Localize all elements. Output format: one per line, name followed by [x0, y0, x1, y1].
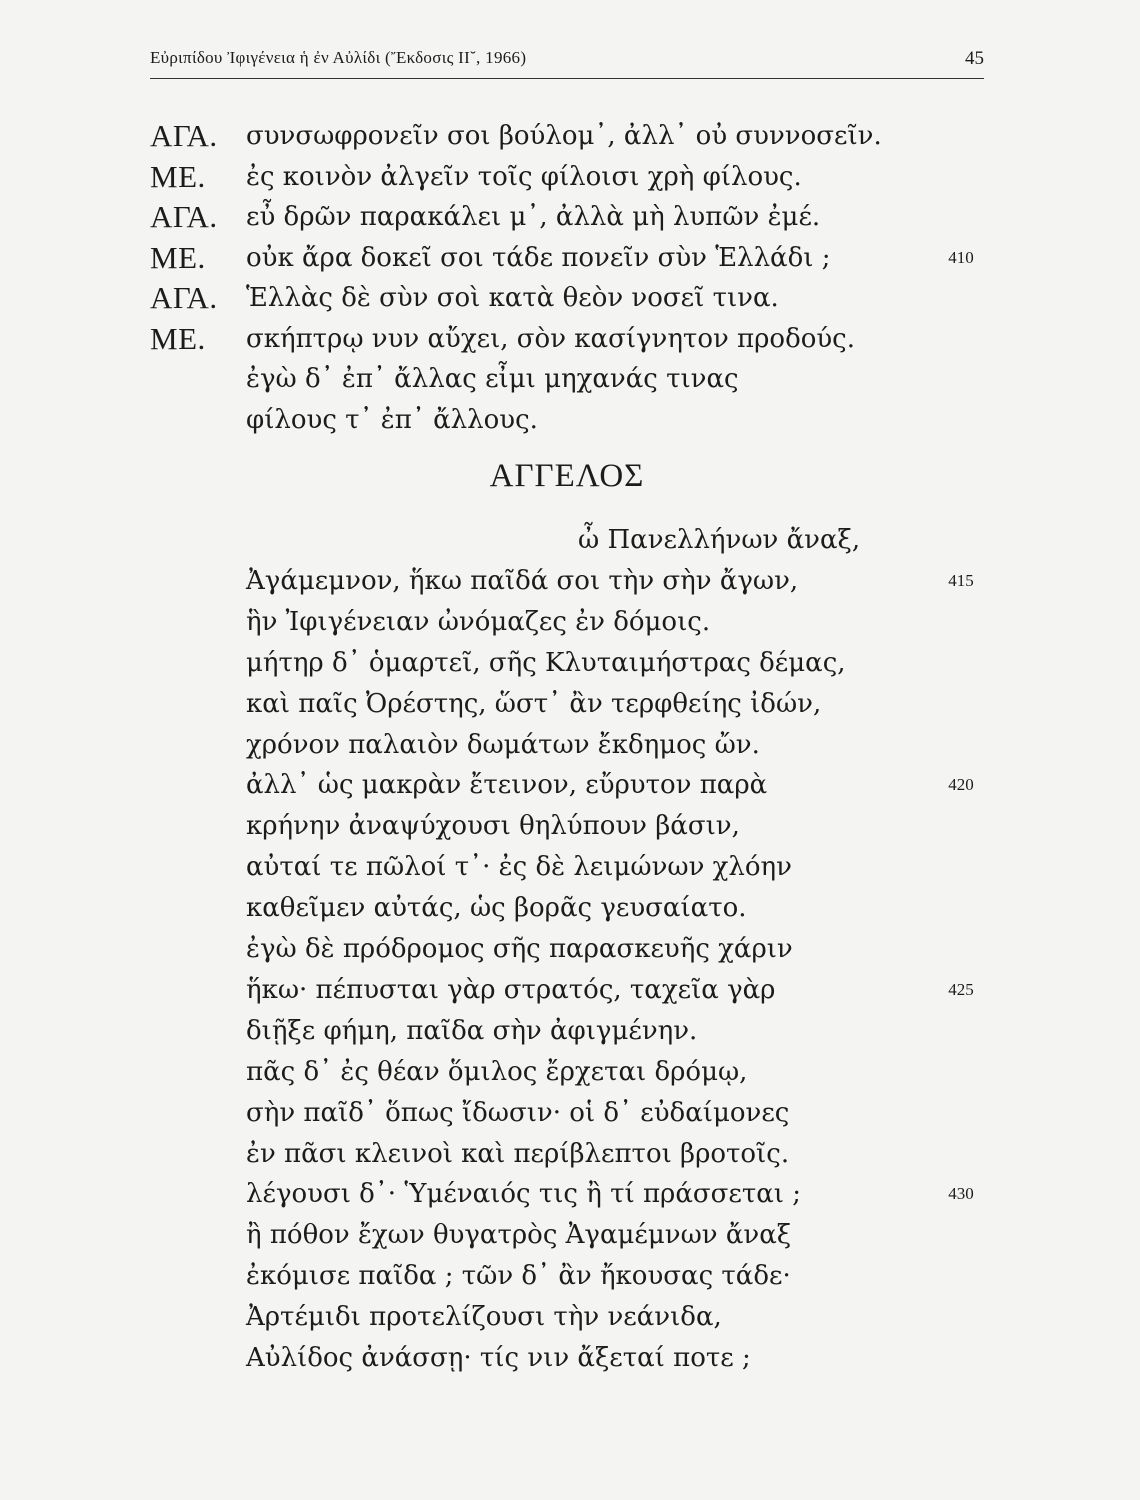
verse-line — [0, 359, 1140, 399]
verse-line — [0, 1338, 1140, 1378]
verse-text: ἐκόμισε παῖδα ; τῶν δ᾽ ἂν ἤκουσας τάδε· — [246, 1261, 791, 1292]
verse-text: σὴν παῖδ᾽ ὅπως ἴδωσιν· οἱ δ᾽ εὐδαίμονες — [246, 1097, 790, 1128]
verse-line — [0, 238, 1140, 278]
speaker-label: ΑΓΑ. — [150, 199, 218, 234]
verse-line — [0, 400, 1140, 440]
line-number: 410 — [948, 247, 974, 267]
line-number: 425 — [948, 979, 974, 999]
verse-line — [0, 929, 1140, 969]
verse-line — [0, 806, 1140, 846]
line-number: 430 — [948, 1184, 974, 1204]
verse-line — [0, 684, 1140, 724]
verse-line — [0, 561, 1140, 601]
verse-text: καὶ παῖς Ὀρέστης, ὥστ᾽ ἂν τερφθείης ἰδών, — [246, 688, 822, 719]
verse-text: οὐκ ἄρα δοκεῖ σοι τάδε πονεῖν σὺν Ἑλλάδι ; — [246, 242, 831, 273]
verse-text: αὐταί τε πῶλοί τ᾽· ἐς δὲ λειμώνων χλόην — [246, 852, 792, 883]
running-head — [150, 48, 984, 79]
verse-line — [0, 1297, 1140, 1337]
verse-line — [0, 278, 1140, 318]
verse-text: διῇξε φήμη, παῖδα σὴν ἀφιγμένην. — [246, 1015, 698, 1046]
speaker-label: ΜΕ. — [150, 158, 206, 194]
verse-line — [0, 1174, 1140, 1214]
verse-text: Ἀρτέμιδι προτελίζουσι τὴν νεάνιδα, — [246, 1302, 722, 1333]
verse-text: μήτηρ δ᾽ ὁμαρτεῖ, σῆς Κλυταιμήστρας δέμας, — [246, 647, 846, 678]
verse-text: Αὐλίδος ἀνάσσῃ· τίς νιν ἄξεταί ποτε ; — [246, 1343, 751, 1373]
verse-text: κρήνην ἀναψύχουσι θηλύπουν βάσιν, — [246, 811, 740, 842]
verse-line — [0, 197, 1140, 237]
verse-line — [0, 643, 1140, 683]
verse-line — [0, 1011, 1140, 1051]
verse-line — [0, 888, 1140, 928]
verse-text: ἣν Ἰφιγένειαν ὠνόμαζες ἐν δόμοις. — [246, 606, 711, 637]
verse-text: ὦ Πανελλήνων ἄναξ, — [578, 525, 861, 555]
verse-line — [0, 1215, 1140, 1255]
line-number: 415 — [948, 570, 974, 590]
verse-text: χρόνον παλαιὸν δωμάτων ἔκδημος ὤν. — [246, 729, 760, 760]
verse-text: ἐς κοινὸν ἀλγεῖν τοῖς φίλοισι χρὴ φίλους. — [246, 161, 802, 192]
verse-line — [0, 116, 1140, 156]
verse-line — [0, 1052, 1140, 1092]
speaker-label: ΑΓΑ. — [150, 280, 218, 315]
verse-text: ἀλλ᾽ ὡς μακρὰν ἔτεινον, εὔρυτον παρὰ — [246, 770, 768, 801]
verse-text: λέγουσι δ᾽· Ὑμέναιός τις ἢ τί πράσσεται ; — [246, 1179, 802, 1210]
verse-line — [0, 1093, 1140, 1133]
verse-text: ἥκω· πέπυσται γὰρ στρατός, ταχεῖα γὰρ — [246, 974, 776, 1005]
line-number: 420 — [948, 775, 974, 795]
verse-text: συνσωφρονεῖν σοι βούλομ᾽, ἀλλ᾽ οὐ συννοσεῖν. — [246, 121, 882, 151]
speaker-label: ΜΕ. — [150, 239, 206, 275]
verse-text: ἐγὼ δ᾽ ἐπ᾽ ἄλλας εἶμι μηχανάς τινας — [246, 364, 739, 394]
verse-line — [0, 765, 1140, 805]
verse-line — [0, 725, 1140, 765]
verse-text: πᾶς δ᾽ ἐς θέαν ὅμιλος ἔρχεται δρόμῳ, — [246, 1056, 748, 1087]
verse-line — [0, 1256, 1140, 1296]
verse-line — [0, 1134, 1140, 1174]
verse-line — [0, 319, 1140, 359]
verse-text: ἐγὼ δὲ πρόδρομος σῆς παρασκευῆς χάριν — [246, 934, 793, 964]
verse-text: φίλους τ᾽ ἐπ᾽ ἄλλους. — [246, 404, 538, 435]
page-number: 45 — [965, 48, 984, 69]
verse-text: καθεῖμεν αὐτάς, ὡς βορᾶς γευσαίατο. — [246, 893, 747, 924]
verse-text: ἢ πόθον ἔχων θυγατρὸς Ἀγαμέμνων ἄναξ — [246, 1220, 792, 1251]
verse-text: Ἑλλὰς δὲ σὺν σοὶ κατὰ θεὸν νοσεῖ τινα. — [246, 283, 779, 313]
messenger-heading: ΑΓΓΕΛΟΣ — [489, 458, 645, 494]
verse-line — [0, 847, 1140, 887]
verse-text: εὖ δρῶν παρακάλει μ᾽, ἀλλὰ μὴ λυπῶν ἐμέ. — [246, 202, 821, 232]
verse-text: Ἀγάμεμνον, ἥκω παῖδά σοι τὴν σὴν ἄγων, — [246, 565, 799, 596]
verse-line — [0, 157, 1140, 197]
verse-line — [0, 602, 1140, 642]
running-head-title: Εὐριπίδου Ἰφιγένεια ἡ ἐν Αὐλίδι (Ἔκδοσις ΙΙ˘, 1966) — [150, 48, 527, 67]
verse-text: σκήπτρῳ νυν αὔχει, σὸν κασίγνητον προδούς. — [246, 323, 856, 354]
verse-line — [0, 520, 1140, 560]
verse-line — [0, 970, 1140, 1010]
speaker-label: ΑΓΑ. — [150, 118, 218, 153]
speaker-label: ΜΕ. — [150, 320, 206, 356]
verse-text: ἐν πᾶσι κλεινοὶ καὶ περίβλεπτοι βροτοῖς. — [246, 1138, 790, 1169]
